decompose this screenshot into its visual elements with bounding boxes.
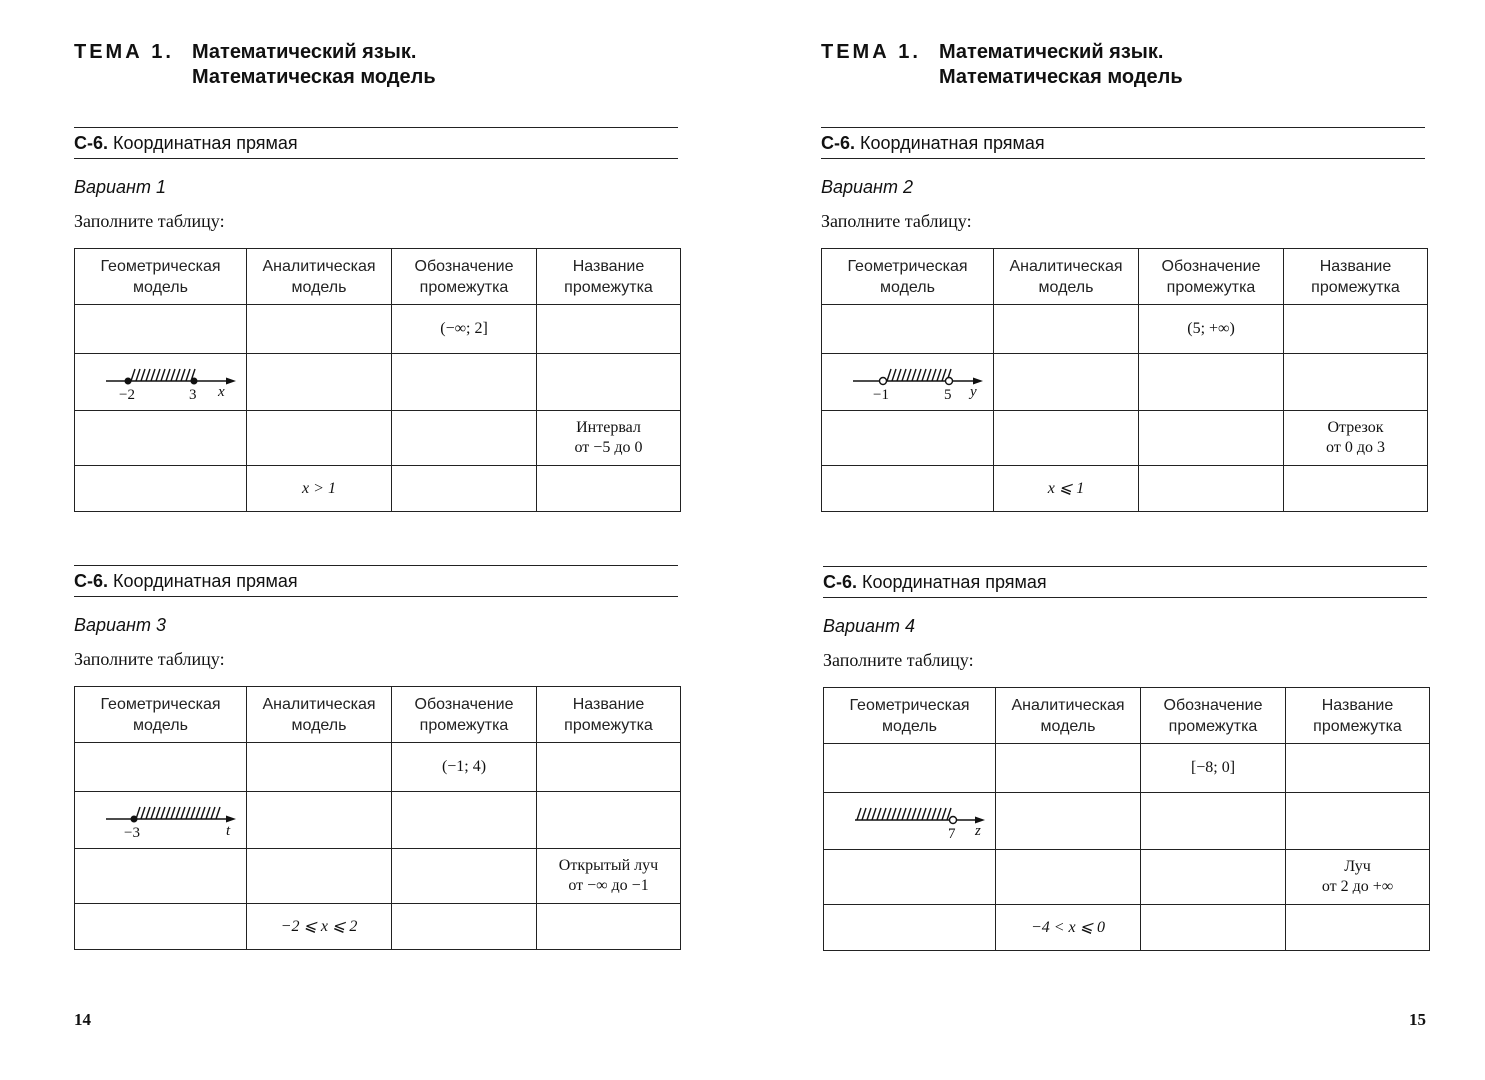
- variant-label: Вариант 2: [821, 177, 913, 197]
- cell-empty[interactable]: [1139, 466, 1284, 512]
- number-line: [835, 798, 985, 844]
- cell-notation: (−1; 4): [392, 743, 537, 792]
- axis-variable: y: [969, 384, 977, 400]
- cell-name: Открытый луч от −∞ до −1: [537, 849, 681, 904]
- open-point: [879, 378, 886, 385]
- point-label: −1: [872, 387, 889, 403]
- cell-empty[interactable]: [1284, 354, 1428, 411]
- section-title: [74, 565, 678, 597]
- axis-variable: z: [974, 823, 981, 839]
- axis-variable: x: [217, 384, 225, 400]
- cell-empty[interactable]: [1286, 905, 1430, 951]
- instruction: Заполните таблицу:: [74, 211, 225, 231]
- theme-title-line2: Математическая модель: [192, 66, 436, 88]
- cell-name: Интервал от −5 до 0: [537, 411, 681, 466]
- cell-empty[interactable]: [996, 744, 1141, 793]
- header-name: Название промежутка: [537, 249, 681, 305]
- cell-analytic: x ⩽ 1: [994, 466, 1139, 512]
- cell-empty[interactable]: [996, 850, 1141, 905]
- cell-empty[interactable]: [996, 793, 1141, 850]
- number-line: [86, 359, 236, 405]
- cell-empty[interactable]: [1284, 305, 1428, 354]
- section-name: Координатная прямая: [113, 571, 298, 591]
- right-page: [743, 0, 1485, 1080]
- cell-notation: (5; +∞): [1139, 305, 1284, 354]
- cell-empty[interactable]: [824, 850, 996, 905]
- point-label: 7: [947, 826, 955, 842]
- task-table: [821, 248, 1428, 512]
- cell-empty[interactable]: [994, 411, 1139, 466]
- section-variant-1: [74, 127, 678, 497]
- cell-empty[interactable]: [75, 305, 247, 354]
- cell-number-line: [75, 354, 247, 411]
- closed-point: [190, 378, 197, 385]
- cell-analytic: −2 ⩽ x ⩽ 2: [247, 904, 392, 950]
- open-point: [949, 817, 956, 824]
- theme-number: ТЕМА 1.: [821, 41, 921, 63]
- theme-title-line1: Математический язык.: [939, 41, 1164, 63]
- cell-empty[interactable]: [1141, 850, 1286, 905]
- cell-empty[interactable]: [994, 354, 1139, 411]
- cell-empty[interactable]: [247, 354, 392, 411]
- cell-number-line: [822, 354, 994, 411]
- number-line: [86, 797, 236, 843]
- section-code: С-6.: [821, 133, 856, 153]
- theme-title-line1: Математический язык.: [192, 41, 417, 63]
- point-label: −3: [123, 825, 140, 841]
- cell-empty[interactable]: [537, 305, 681, 354]
- header-analytic: Аналитическая модель: [994, 249, 1139, 305]
- number-line: [833, 359, 983, 405]
- cell-empty[interactable]: [1141, 905, 1286, 951]
- task-table: [74, 248, 681, 512]
- header-analytic: Аналитическая модель: [247, 687, 392, 743]
- theme-number: ТЕМА 1.: [74, 41, 174, 63]
- section-title: [821, 127, 1425, 159]
- cell-empty[interactable]: [247, 411, 392, 466]
- header-notation: Обозначение промежутка: [1141, 688, 1286, 744]
- cell-analytic: −4 < x ⩽ 0: [996, 905, 1141, 951]
- header-name: Название промежутка: [1286, 688, 1430, 744]
- section-name: Координатная прямая: [113, 133, 298, 153]
- cell-empty[interactable]: [392, 411, 537, 466]
- cell-notation: (−∞; 2]: [392, 305, 537, 354]
- variant-label: Вариант 1: [74, 177, 166, 197]
- cell-empty[interactable]: [1284, 466, 1428, 512]
- variant-label: Вариант 4: [823, 616, 915, 636]
- section-variant-2: [821, 127, 1425, 497]
- header-geom: Геометрическая модель: [824, 688, 996, 744]
- cell-name: Луч от 2 до +∞: [1286, 850, 1430, 905]
- closed-point: [130, 816, 137, 823]
- header-notation: Обозначение промежутка: [1139, 249, 1284, 305]
- cell-empty[interactable]: [247, 792, 392, 849]
- cell-notation: [−8; 0]: [1141, 744, 1286, 793]
- header-geom: Геометрическая модель: [75, 249, 247, 305]
- section-code: С-6.: [823, 572, 858, 592]
- variant-label: Вариант 3: [74, 615, 166, 635]
- open-point: [945, 378, 952, 385]
- page-number: 15: [1409, 1010, 1426, 1029]
- cell-empty[interactable]: [822, 305, 994, 354]
- cell-number-line: [75, 792, 247, 849]
- left-page: [0, 0, 742, 1080]
- cell-empty[interactable]: [537, 904, 681, 950]
- cell-number-line: [824, 793, 996, 850]
- cell-empty[interactable]: [392, 466, 537, 512]
- cell-analytic: x > 1: [247, 466, 392, 512]
- cell-empty[interactable]: [247, 743, 392, 792]
- section-title: [74, 127, 678, 159]
- header-geom: Геометрическая модель: [75, 687, 247, 743]
- point-label: −2: [118, 387, 135, 403]
- cell-empty[interactable]: [824, 744, 996, 793]
- header-analytic: Аналитическая модель: [996, 688, 1141, 744]
- cell-name: Отрезок от 0 до 3: [1284, 411, 1428, 466]
- cell-empty[interactable]: [1139, 411, 1284, 466]
- header-name: Название промежутка: [537, 687, 681, 743]
- cell-empty[interactable]: [1286, 744, 1430, 793]
- section-code: С-6.: [74, 133, 109, 153]
- theme-title-line2: Математическая модель: [939, 66, 1183, 88]
- point-label: 5: [943, 387, 951, 403]
- cell-empty[interactable]: [392, 354, 537, 411]
- cell-empty[interactable]: [537, 792, 681, 849]
- section-name: Координатная прямая: [862, 572, 1047, 592]
- cell-empty[interactable]: [392, 849, 537, 904]
- cell-empty[interactable]: [1286, 793, 1430, 850]
- point-label: 3: [188, 387, 196, 403]
- cell-empty[interactable]: [75, 743, 247, 792]
- cell-empty[interactable]: [1139, 354, 1284, 411]
- instruction: Заполните таблицу:: [823, 650, 974, 670]
- header-geom: Геометрическая модель: [822, 249, 994, 305]
- header-analytic: Аналитическая модель: [247, 249, 392, 305]
- header-name: Название промежутка: [1284, 249, 1428, 305]
- section-title: [823, 566, 1427, 598]
- cell-empty[interactable]: [822, 411, 994, 466]
- cell-empty[interactable]: [537, 466, 681, 512]
- section-variant-4: [823, 566, 1427, 936]
- cell-empty[interactable]: [392, 904, 537, 950]
- cell-empty[interactable]: [537, 354, 681, 411]
- cell-empty[interactable]: [537, 743, 681, 792]
- task-table: [823, 687, 1430, 951]
- cell-empty[interactable]: [822, 466, 994, 512]
- cell-empty[interactable]: [247, 849, 392, 904]
- section-code: С-6.: [74, 571, 109, 591]
- header-notation: Обозначение промежутка: [392, 687, 537, 743]
- instruction: Заполните таблицу:: [821, 211, 972, 231]
- page-number: 14: [74, 1010, 91, 1029]
- section-name: Координатная прямая: [860, 133, 1045, 153]
- cell-empty[interactable]: [994, 305, 1139, 354]
- cell-empty[interactable]: [75, 849, 247, 904]
- task-table: [74, 686, 681, 950]
- cell-empty[interactable]: [1141, 793, 1286, 850]
- axis-variable: t: [225, 823, 230, 839]
- cell-empty[interactable]: [824, 905, 996, 951]
- cell-empty[interactable]: [75, 466, 247, 512]
- header-notation: Обозначение промежутка: [392, 249, 537, 305]
- section-variant-3: [74, 565, 678, 935]
- instruction: Заполните таблицу:: [74, 649, 225, 669]
- cell-empty[interactable]: [392, 792, 537, 849]
- cell-empty[interactable]: [75, 411, 247, 466]
- cell-empty[interactable]: [75, 904, 247, 950]
- cell-empty[interactable]: [247, 305, 392, 354]
- closed-point: [124, 378, 131, 385]
